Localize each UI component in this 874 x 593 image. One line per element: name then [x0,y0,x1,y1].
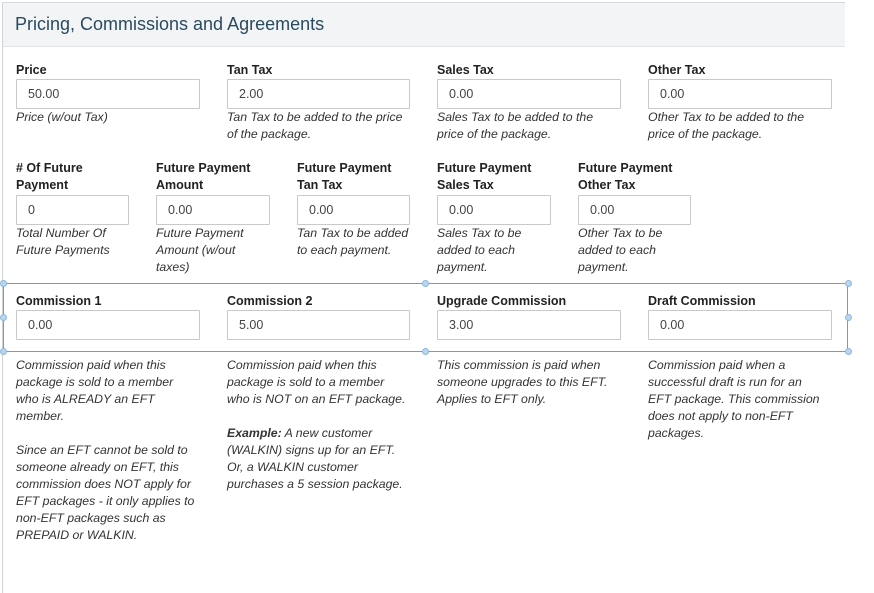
tan-tax-help: Tan Tax to be added to the price of the package. [227,110,403,141]
other-tax-help: Other Tax to be added to the price of the package. [648,110,805,141]
price-label: Price [16,63,47,77]
draft-commission-label: Draft Commission [648,294,756,308]
commission-2-help: Commission paid when this package is sold to a member who is NOT on an EFT package. Example: A new customer (WALKIN) signs up for an EFT. Or, a WALKIN customer purchases a 5 session package. [227,358,406,491]
future-payment-sales-tax-input[interactable] [437,195,551,225]
selection-handle-top-left[interactable] [0,280,7,287]
future-payment-other-tax-input[interactable] [578,195,691,225]
future-payment-amount-input[interactable] [156,195,270,225]
selection-handle-middle-right[interactable] [845,314,852,321]
future-payment-tan-tax-label: Future Payment Tan Tax [297,161,392,192]
other-tax-input[interactable] [648,79,832,109]
future-payment-count-label: # Of Future Payment [16,161,83,192]
selection-handle-bottom-right[interactable] [845,348,852,355]
selection-handle-top-right[interactable] [845,280,852,287]
sales-tax-label: Sales Tax [437,63,494,77]
sales-tax-input[interactable] [437,79,621,109]
upgrade-commission-label: Upgrade Commission [437,294,567,308]
other-tax-label: Other Tax [648,63,706,77]
future-payment-other-tax-label: Future Payment Other Tax [578,161,673,192]
commission-2-input[interactable] [227,310,410,340]
draft-commission-help: Commission paid when a successful draft is run for an EFT package. This commission does not apply to non-EFT packages. [648,358,820,440]
tan-tax-input[interactable] [227,79,410,109]
panel-title: Pricing, Commissions and Agreements [15,14,325,34]
selection-handle-bottom-center[interactable] [422,348,429,355]
commission-1-help: Commission paid when this package is sold to a member who is ALREADY an EFT member. Since an EFT cannot be sold to someone already on EFT, this commission does NOT apply for EFT packages - it only applies to non-EFT packages such as PREPAID or WALKIN. [16,358,195,542]
future-payment-sales-tax-help: Sales Tax to be added to each payment. [437,226,522,274]
commission-2-label: Commission 2 [227,294,313,308]
future-payment-sales-tax-label: Future Payment Sales Tax [437,161,532,192]
future-payment-count-input[interactable] [16,195,129,225]
tan-tax-label: Tan Tax [227,63,273,77]
sales-tax-help: Sales Tax to be added to the price of the package. [437,110,594,141]
selection-handle-middle-left[interactable] [0,314,7,321]
draft-commission-input[interactable] [648,310,832,340]
selection-handle-bottom-left[interactable] [0,348,7,355]
future-payment-tan-tax-input[interactable] [297,195,410,225]
commission-1-label: Commission 1 [16,294,102,308]
future-payment-amount-help: Future Payment Amount (w/out taxes) [156,226,244,274]
upgrade-commission-help: This commission is paid when someone upgrades to this EFT. Applies to EFT only. [437,358,608,406]
upgrade-commission-input[interactable] [437,310,621,340]
price-input[interactable] [16,79,200,109]
price-help: Price (w/out Tax) [16,110,108,124]
future-payment-tan-tax-help: Tan Tax to be added to each payment. [297,226,409,257]
panel-header [3,3,845,47]
selection-handle-top-center[interactable] [422,280,429,287]
future-payment-count-help: Total Number Of Future Payments [16,226,110,257]
future-payment-other-tax-help: Other Tax to be added to each payment. [578,226,663,274]
future-payment-amount-label: Future Payment Amount [156,161,251,192]
commission-1-input[interactable] [16,310,200,340]
